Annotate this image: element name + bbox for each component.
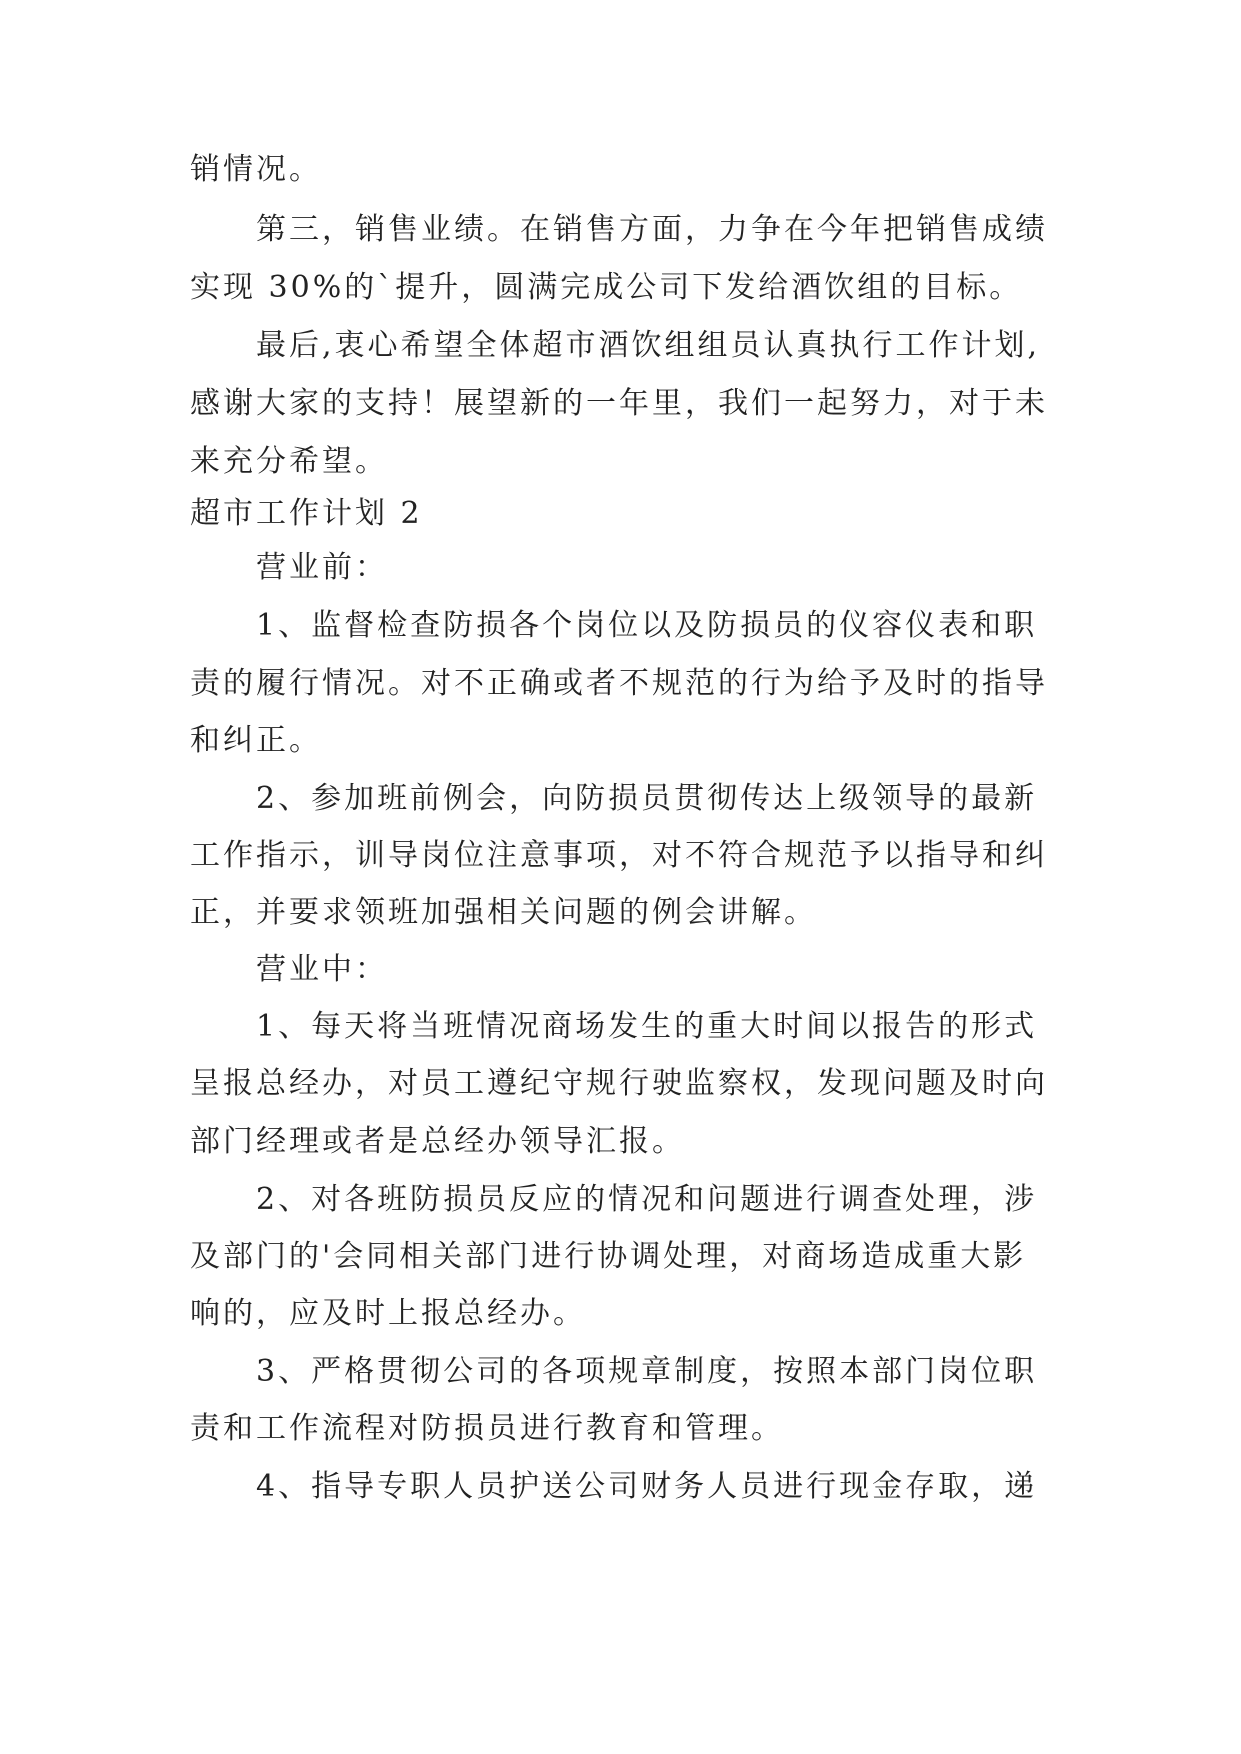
text-line: 责的履行情况。对不正确或者不规范的行为给予及时的指导 [190, 666, 1048, 701]
text-line: 响的，应及时上报总经办。 [190, 1296, 586, 1331]
text-line: 1、监督检查防损各个岗位以及防损员的仪容仪表和职 [256, 608, 1038, 643]
text-line: 2、参加班前例会，向防损员贯彻传达上级领导的最新 [256, 781, 1038, 816]
text-line: 销情况。 [190, 152, 322, 187]
subheading: 营业中： [256, 952, 388, 987]
text-line: 实现 30%的`提升，圆满完成公司下发给酒饮组的目标。 [190, 270, 1023, 305]
text-line: 感谢大家的支持！展望新的一年里，我们一起努力，对于未 [190, 386, 1048, 421]
text-line: 3、严格贯彻公司的各项规章制度，按照本部门岗位职 [256, 1354, 1038, 1389]
subheading: 营业前： [256, 550, 388, 585]
text-line: 最后,衷心希望全体超市酒饮组组员认真执行工作计划, [256, 328, 1041, 363]
section-heading: 超市工作计划 2 [190, 496, 423, 531]
text-line: 2、对各班防损员反应的情况和问题进行调查处理，涉 [256, 1182, 1038, 1217]
text-line: 第三，销售业绩。在销售方面，力争在今年把销售成绩 [256, 212, 1048, 247]
text-line: 1、每天将当班情况商场发生的重大时间以报告的形式 [256, 1009, 1038, 1044]
text-line: 和纠正。 [190, 723, 322, 758]
text-line: 及部门的'会同相关部门进行协调处理，对商场造成重大影 [190, 1239, 1027, 1274]
text-line: 来充分希望。 [190, 444, 388, 479]
text-line: 正，并要求领班加强相关问题的例会讲解。 [190, 895, 817, 930]
text-line: 呈报总经办，对员工遵纪守规行驶监察权，发现问题及时向 [190, 1066, 1048, 1101]
text-line: 责和工作流程对防损员进行教育和管理。 [190, 1411, 784, 1446]
text-line: 部门经理或者是总经办领导汇报。 [190, 1124, 685, 1159]
text-line: 工作指示，训导岗位注意事项，对不符合规范予以指导和纠 [190, 838, 1048, 873]
text-line: 4、指导专职人员护送公司财务人员进行现金存取，递 [256, 1469, 1038, 1504]
